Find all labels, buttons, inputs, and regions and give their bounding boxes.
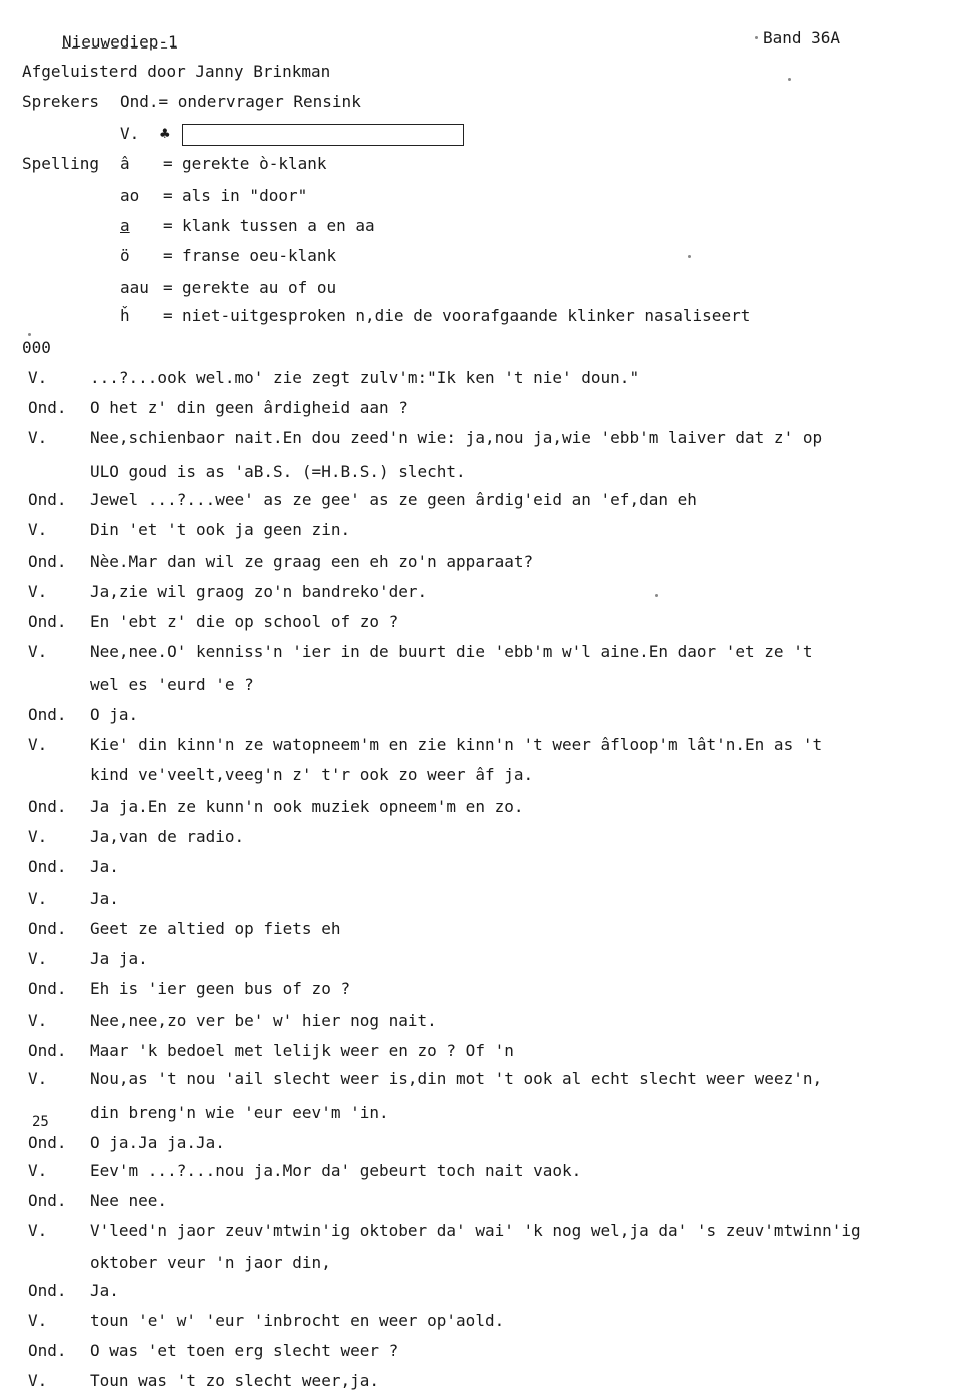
- spelling-symbol: â: [120, 154, 130, 173]
- document-title: Nieuwediep-1: [62, 32, 178, 51]
- speaker-label: V.: [28, 1011, 48, 1030]
- utterance-line: O ja.: [90, 705, 139, 724]
- utterance-line: Nee,schienbaor nait.En dou zeed'n wie: ja,nou ja,wie 'ebb'm laiver dat z' op: [90, 428, 823, 447]
- utterance-line: Nee nee.: [90, 1191, 168, 1210]
- spelling-symbol: ao: [120, 186, 140, 205]
- utterance-line: Din 'et 't ook ja geen zin.: [90, 520, 351, 539]
- scan-speck: [655, 594, 658, 597]
- spelling-equals: =: [163, 306, 173, 325]
- utterance-line: Geet ze altied op fiets eh: [90, 919, 341, 938]
- utterance-line: Ja ja.: [90, 949, 148, 968]
- speaker-label: V.: [28, 368, 48, 387]
- spelling-equals: =: [163, 216, 173, 235]
- utterance-line: O was 'et toen erg slecht weer ?: [90, 1341, 399, 1360]
- spelling-equals: =: [163, 154, 173, 173]
- speaker-label: Ond.: [28, 1133, 67, 1152]
- speaker-label: Ond.: [28, 919, 67, 938]
- utterance-line: Nèe.Mar dan wil ze graag een eh zo'n apparaat?: [90, 552, 534, 571]
- utterance-line: Eh is 'ier geen bus of zo ?: [90, 979, 351, 998]
- speaker-label: Ond.: [28, 979, 67, 998]
- speaker-label: V.: [28, 1221, 48, 1240]
- spelling-description: gerekte ò-klank: [182, 154, 327, 173]
- utterance-continuation: wel es 'eurd 'e ?: [90, 675, 254, 694]
- spelling-symbol: ö: [120, 246, 130, 265]
- counter-mark: 25: [32, 1114, 49, 1130]
- counter-start: 000: [22, 338, 51, 357]
- spelling-description: franse oeu-klank: [182, 246, 337, 265]
- speaker-v-mark: V.: [120, 124, 140, 143]
- spelling-description: niet-uitgesproken n,die de voorafgaande klinker nasaliseert: [182, 306, 751, 325]
- utterance-line: Ja.: [90, 889, 119, 908]
- utterance-line: Nee,nee.O' kenniss'n 'ier in de buurt die 'ebb'm w'l aine.En daor 'et ze 't: [90, 642, 813, 661]
- spelling-equals: =: [163, 278, 173, 297]
- speaker-label: Ond.: [28, 797, 67, 816]
- spelling-symbol: ȟ: [120, 306, 130, 325]
- utterance-continuation: kind ve'veelt,veeg'n z' t'r ook zo weer âf ja.: [90, 765, 534, 784]
- utterance-line: O ja.Ja ja.Ja.: [90, 1133, 225, 1152]
- utterance-line: Maar 'k bedoel met lelijk weer en zo ? Of 'n: [90, 1041, 514, 1060]
- utterance-line: Nee,nee,zo ver be' w' hier nog nait.: [90, 1011, 437, 1030]
- speaker-label: Ond.: [28, 552, 67, 571]
- utterance-line: toun 'e' w' 'eur 'inbrocht en weer op'aold.: [90, 1311, 505, 1330]
- speaker-label: Ond.: [28, 398, 67, 417]
- utterance-continuation: ULO goud is as 'aB.S. (=H.B.S.) slecht.: [90, 462, 466, 481]
- utterance-continuation: din breng'n wie 'eur eev'm 'in.: [90, 1103, 389, 1122]
- utterance-line: Ja ja.En ze kunn'n ook muziek opneem'm en zo.: [90, 797, 524, 816]
- utterance-line: Toun was 't zo slecht weer,ja.: [90, 1371, 379, 1390]
- utterance-line: Ja.: [90, 1281, 119, 1300]
- spelling-equals: =: [163, 186, 173, 205]
- speaker-label: V.: [28, 1371, 48, 1390]
- spelling-symbol: a: [120, 216, 130, 235]
- speaker-label: Ond.: [28, 1281, 67, 1300]
- speaker-label: V.: [28, 735, 48, 754]
- speaker-label: Ond.: [28, 612, 67, 631]
- utterance-line: ...?...ook wel.mo' zie zegt zulv'm:"Ik ken 't nie' doun.": [90, 368, 640, 387]
- club-icon: ♣: [160, 124, 170, 143]
- speaker-label: V.: [28, 520, 48, 539]
- speaker-label: Ond.: [28, 857, 67, 876]
- utterance-line: Ja.: [90, 857, 119, 876]
- speaker-label: Ond.: [28, 490, 67, 509]
- speaker-label: Ond.: [28, 1191, 67, 1210]
- speakers-ond: Ond.= ondervrager Rensink: [120, 92, 361, 111]
- speakers-label: Sprekers: [22, 92, 100, 111]
- utterance-continuation: oktober veur 'n jaor din,: [90, 1253, 331, 1272]
- band-label: Band 36A: [763, 28, 841, 47]
- spelling-description: klank tussen a en aa: [182, 216, 375, 235]
- utterance-line: V'leed'n jaor zeuv'mtwin'ig oktober da' wai' 'k nog wel,ja da' 's zeuv'mtwinn'ig: [90, 1221, 861, 1240]
- speaker-label: V.: [28, 582, 48, 601]
- spelling-description: gerekte au of ou: [182, 278, 337, 297]
- scan-speck: [755, 36, 758, 39]
- spelling-description: als in "door": [182, 186, 308, 205]
- speaker-label: V.: [28, 1311, 48, 1330]
- listened-by: Afgeluisterd door Janny Brinkman: [22, 62, 331, 81]
- utterance-line: Kie' din kinn'n ze watopneem'm en zie kinn'n 't weer âfloop'm lât'n.En as 't: [90, 735, 823, 754]
- speaker-label: V.: [28, 1069, 48, 1088]
- speaker-label: V.: [28, 428, 48, 447]
- utterance-line: O het z' din geen ârdigheid aan ?: [90, 398, 408, 417]
- speaker-label: Ond.: [28, 1341, 67, 1360]
- speaker-label: V.: [28, 889, 48, 908]
- utterance-line: Ja,zie wil graog zo'n bandreko'der.: [90, 582, 428, 601]
- speaker-label: V.: [28, 827, 48, 846]
- utterance-line: Ja,van de radio.: [90, 827, 245, 846]
- spelling-symbol: aau: [120, 278, 149, 297]
- scan-speck: [688, 255, 691, 258]
- utterance-line: En 'ebt z' die op school of zo ?: [90, 612, 399, 631]
- scan-speck: [28, 333, 31, 336]
- spelling-label: Spelling: [22, 154, 100, 173]
- speaker-label: Ond.: [28, 705, 67, 724]
- scan-speck: [788, 78, 791, 81]
- speaker-label: V.: [28, 949, 48, 968]
- speaker-label: V.: [28, 1161, 48, 1180]
- utterance-line: Eev'm ...?...nou ja.Mor da' gebeurt toch nait vaok.: [90, 1161, 582, 1180]
- redacted-name-box: [182, 124, 464, 146]
- utterance-line: Nou,as 't nou 'ail slecht weer is,din mot 't ook al echt slecht weer weez'n,: [90, 1069, 823, 1088]
- spelling-equals: =: [163, 246, 173, 265]
- utterance-line: Jewel ...?...wee' as ze gee' as ze geen ârdig'eid an 'ef,dan eh: [90, 490, 697, 509]
- speaker-label: V.: [28, 642, 48, 661]
- speaker-label: Ond.: [28, 1041, 67, 1060]
